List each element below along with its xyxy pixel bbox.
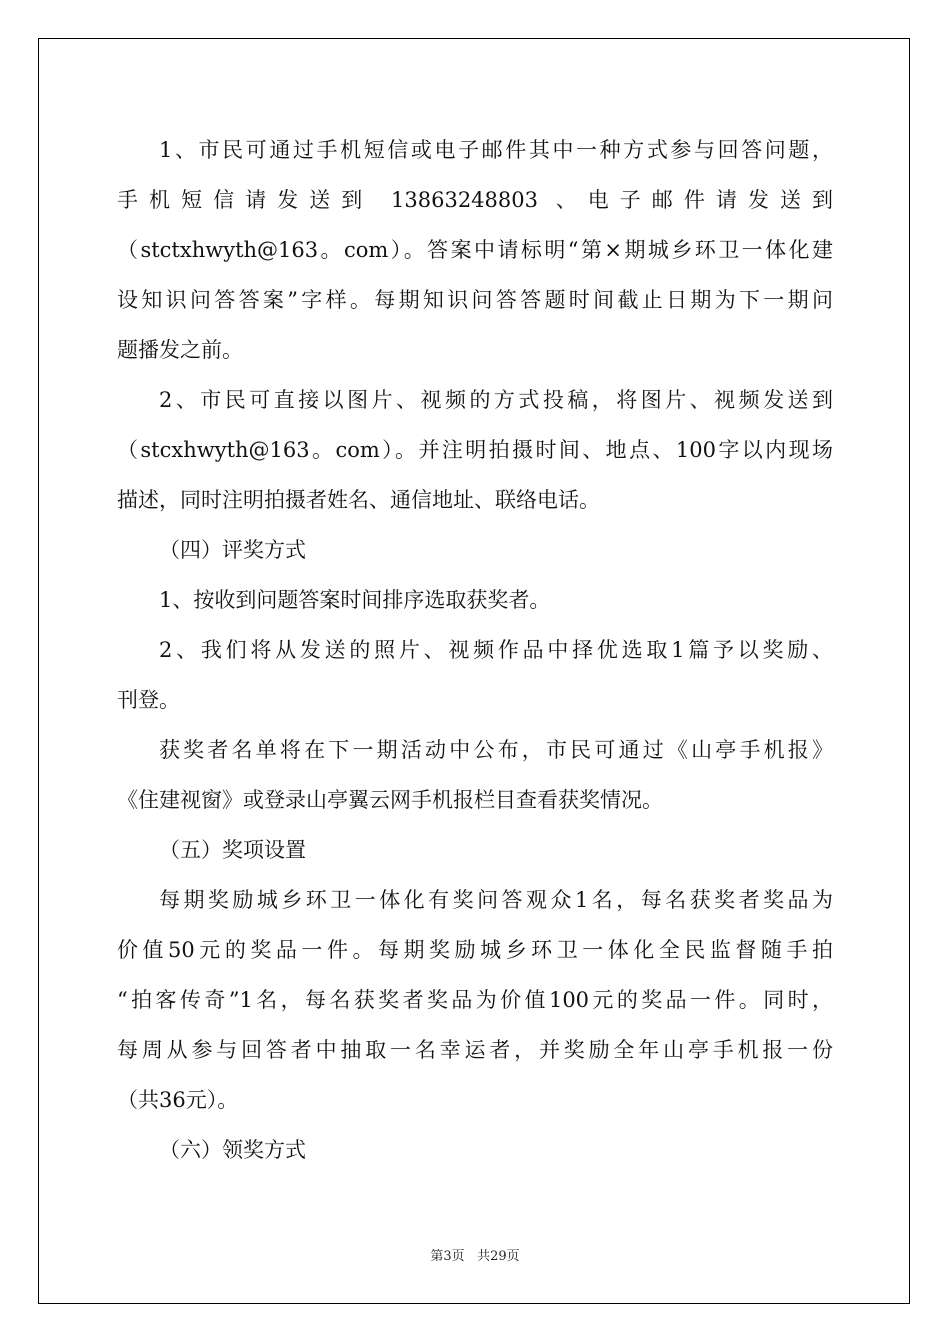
text-line: 题播发之前。 <box>117 338 243 362</box>
text-line: 2、我们将从发送的照片、视频作品中择优选取1篇予以奖励、 <box>159 638 833 662</box>
page-footer <box>0 1245 950 1264</box>
section-heading-prizes: （五）奖项设置 <box>159 838 306 862</box>
section-heading-evaluation: （四）评奖方式 <box>159 538 306 562</box>
page-total: 共29页 <box>477 1249 520 1264</box>
text-line: 刊登。 <box>117 688 180 712</box>
text-line: 每期奖励城乡环卫一体化有奖问答观众1名，每名获奖者奖品为 <box>159 888 833 912</box>
paragraph-winner-announcement <box>117 725 833 825</box>
text-line: 设知识问答答案”字样。每期知识问答答题时间截止日期为下一期问 <box>117 288 833 312</box>
paragraph-evaluation-rule-2 <box>117 625 833 725</box>
text-line: 描述，同时注明拍摄者姓名、通信地址、联络电话。 <box>117 488 600 512</box>
document-body <box>117 125 833 1175</box>
page-number: 第3页 <box>430 1249 465 1264</box>
text-line: 获奖者名单将在下一期活动中公布，市民可通过《山亭手机报》 <box>159 738 833 762</box>
paragraph-photo-submission <box>117 375 833 525</box>
text-line: 1、市民可通过手机短信或电子邮件其中一种方式参与回答问题， <box>159 138 833 162</box>
paragraph-prize-details <box>117 875 833 1125</box>
text-line: （共36元）。 <box>117 1088 239 1112</box>
text-line: 手机短信请发送到 13863248803 、电子邮件请发送到 <box>117 188 833 212</box>
text-line: 每周从参与回答者中抽取一名幸运者，并奖励全年山亭手机报一份 <box>117 1038 833 1062</box>
text-line: “拍客传奇”1名，每名获奖者奖品为价值100元的奖品一件。同时， <box>117 988 833 1012</box>
text-line: （stctxhwyth@163。com）。答案中请标明“第×期城乡环卫一体化建 <box>117 238 833 262</box>
text-line: 价值50元的奖品一件。每期奖励城乡环卫一体化全民监督随手拍 <box>117 938 833 962</box>
paragraph-submission-methods <box>117 125 833 375</box>
paragraph-evaluation-rule-1: 1、按收到问题答案时间排序选取获奖者。 <box>159 588 551 612</box>
section-heading-claim: （六）领奖方式 <box>159 1138 306 1162</box>
text-line: 2、市民可直接以图片、视频的方式投稿，将图片、视频发送到 <box>159 388 833 412</box>
text-line: （stcxhwyth@163。com）。并注明拍摄时间、地点、100字以内现场 <box>117 438 833 462</box>
text-line: 《住建视窗》或登录山亭翼云网手机报栏目查看获奖情况。 <box>117 788 663 812</box>
